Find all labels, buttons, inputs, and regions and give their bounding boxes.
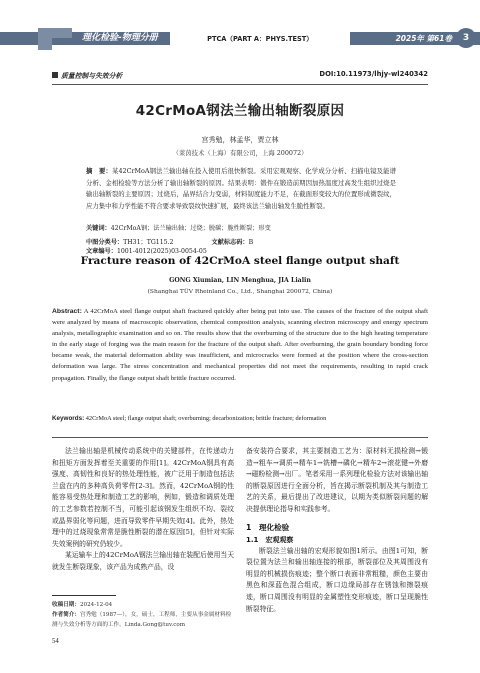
subsection-heading: 1.1 宏观观察: [246, 535, 294, 544]
body-paragraph: 断裂法兰输出轴的宏观形貌如图1所示。由图1可知，断裂位置为法兰和输出轴连接的根部，断裂部位及其周围没有明显的机械损伤痕迹；整个断口表面非常粗糙，颜色主要由黑色和深蓝色混合组成，断口边缘局部存在锈蚀和擦裂痕迹，断口周围没有明显的金属塑性变形痕迹，断口呈现脆性断裂特征。: [246, 546, 428, 613]
body-paragraph: 某运输车上的42CrMoA钢法兰输出轴在装配后使用当天就发生断裂现象，该产品为成熟产品，设: [52, 551, 234, 571]
journal-header: [0, 28, 480, 48]
journal-logo-icon: [38, 28, 74, 50]
body-paragraph: 法兰输出轴是机械传动系统中的关键部件，在传递动力和扭矩方面发挥着至关重要的作用[1]。42CrMoA钢具有高强度、高韧性和良好的热处理性能，被广泛用于制造包括法兰盘在内的多种高负荷零件[2-3]。然而，42CrMoA钢的性能容易受热处理和制造工艺的影响，例如，锻造和调质处理的工艺参数若控制不当，可能引起该钢发生组织不均、裂纹或晶界弱化等问题，进而导致零件早期失效[4]。此外，热处理中的过烧现象常常是脆性断裂的潜在原因[5]，但针对实际失效案例的研究仍较少。: [52, 447, 234, 548]
body-column-right: [246, 446, 428, 615]
section-heading: 1 理化检验: [246, 522, 290, 532]
footnote-rule: [52, 595, 116, 596]
article-id: 文章编号：1001-4012(2025)03-0054-05: [86, 248, 207, 255]
volume-label: 2025年 第61卷: [395, 34, 452, 43]
clc-number: 中图分类号：TH31；TG115.2: [86, 239, 174, 246]
issue-badge: 3: [456, 28, 476, 48]
article-title-en: Fracture reason of 42CrMoA steel flange output shaft: [80, 255, 400, 267]
author-bio: 作者简介：宫秀勉（1987—），女，硕士，工程师，主要从事金属材料检测与失效分析等方面的工作，Linda.Gong@tuv.com: [52, 612, 232, 628]
doi-label: DOI:10.11973/lhjy-wl240342: [319, 70, 428, 78]
keywords-cn: 关键词：42CrMoA钢；法兰输出轴；过烧；脱碳；脆性断裂；形变: [86, 225, 271, 232]
article-title-cn: 42CrMoA钢法兰输出轴断裂原因: [135, 103, 345, 119]
square-bullet-icon: [52, 72, 58, 78]
abstract-en: Abstract: A 42CrMoA steel flange output shaft fractured quickly after being put into use. The causes of the fracture of the output shaft were analyzed by means of macroscopic observation, chemical composition analysis, scanning electron microscopy and energy spectrum analysis, metallographic examination and so on. The results show that the overburning of the structure due to the high heating temperature in the early stage of forging was the main reason for the fracture of the output shaft. After overburning, the grain boundary bonding force became weak, the material deformation ability was insufficient, and microcracks were formed at the position where the cross-section deformation was large. The stress concentration and mechanical properties did not meet the requirements, resulting in rapid crack propagation. Finally, the flange output shaft brittle fracture occurred.: [52, 308, 428, 382]
body-paragraph: 备安装符合要求，其主要制造工艺为：原材料无损检测→锻造→粗车→调质→精车1→铣槽→磷化→精车2→滚花键→外磨→磁粉检测→出厂。笔者采用一系列理化检验方法对该输出轴的断裂原因进行全面分析，旨在揭示断裂机制及其与制造工艺的关系，最后提出了改进建议，以期为类似断裂问题的解决提供理论指导和实践参考。: [246, 447, 428, 513]
authors-en: GONG Xiumian, LIN Menghua, JIA Lialin: [169, 277, 311, 284]
document-code: 文献标志码：B: [211, 239, 254, 246]
divider: [52, 437, 428, 438]
abstract-cn: 摘 要：某42CrMoA钢法兰输出轴在投入使用后很快断裂。采用宏观观察、化学成分分析、扫描电镜及能谱分析、金相检验等方法分析了输出轴断裂的原因。结果表明：锻件在锻造前期因加热温度过高发生组织过烧是输出轴断裂的主要原因；过烧后，晶界结合力变弱，材料韧度能力不足，在截面形变较大的位置形成微裂纹，应力集中和力学性能不符合要求导致裂纹快速扩展，最终该法兰输出轴发生脆性断裂。: [86, 167, 396, 210]
affiliation-cn: （莱茵技术（上海）有限公司，上海 200072）: [172, 149, 308, 157]
journal-title-cn: 理化检验-物理分册: [82, 33, 158, 43]
page-number: 54: [52, 638, 59, 645]
body-column-left: [52, 446, 234, 574]
received-date: 收稿日期：2024-12-04: [52, 602, 113, 608]
keywords-en: Keywords: 42CrMoA steel; flange output shaft; overburning; decarbonization; brittle fracture; deformation: [52, 415, 327, 422]
classification-row: [86, 237, 406, 255]
journal-title-en: PTCA（PART A：PHYS.TEST）: [207, 35, 313, 43]
affiliation-en: (Shanghai TÜV Rheinland Co., Ltd., Shanghai 200072, China): [147, 289, 333, 295]
section-label: 质量控制与失效分析: [52, 70, 122, 80]
section-row: [52, 70, 428, 82]
divider: [52, 84, 428, 85]
footnote: [52, 600, 234, 630]
authors-cn: 宫秀勉，林孟华，贾立林: [201, 136, 279, 144]
